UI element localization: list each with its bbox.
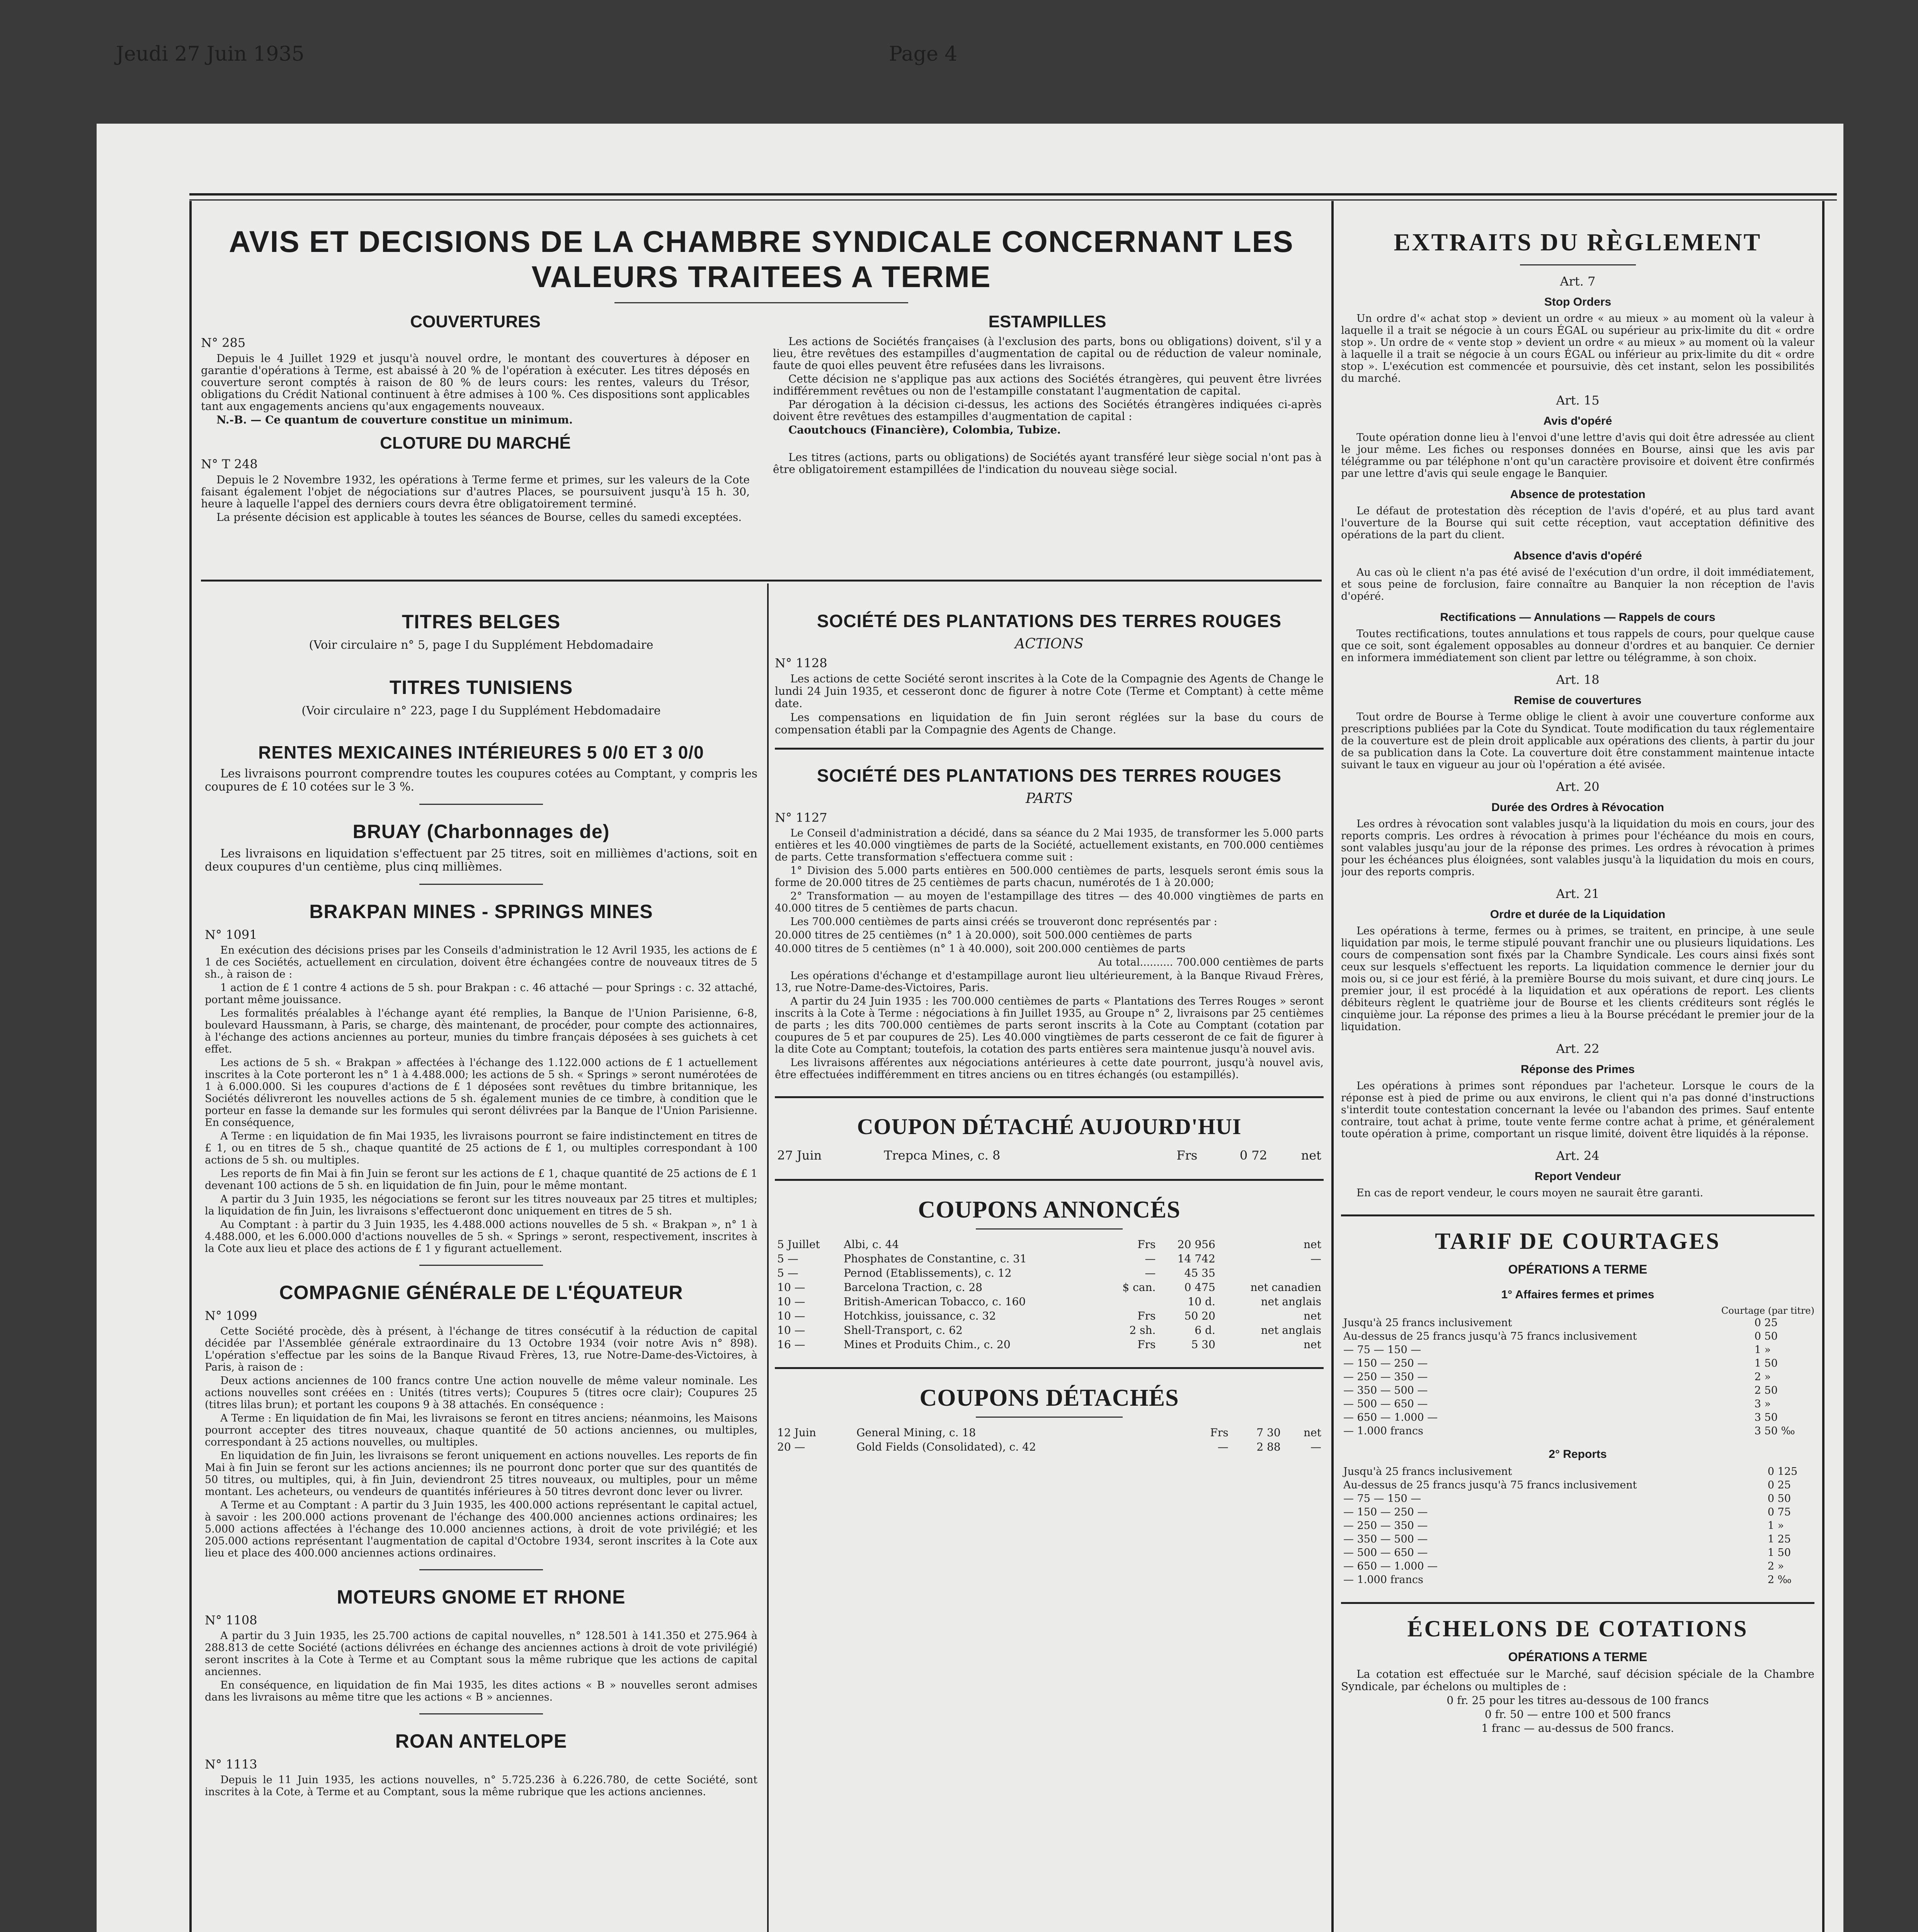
- article-text: Le défaut de protestation dès réception de l'avis d'opéré, et au plus tard avant l'ouverture de la Bourse qui suit cette réception, vaut acceptation définitive des opérations de la part du client.: [1341, 505, 1814, 541]
- coupon-row-cell: Trepca Mines, c. 8: [884, 1148, 1001, 1163]
- coupon-detache-auj-title: COUPON DÉTACHÉ AUJOURD'HUI: [857, 1114, 1242, 1139]
- couvertures-note: N.-B. — Ce quantum de couverture constitue un minimum.: [216, 413, 573, 426]
- titres-tunisiens-text: (Voir circulaire n° 223, page I du Supplément Hebdomadaire: [301, 704, 661, 718]
- coupon-row-cell: —: [1145, 1252, 1156, 1265]
- terres-parts-text-7: Les livraisons afférentes aux négociations antérieures à cette date pourront, jusqu'à nouvel avis, être effectuées indifféremment en titres anciens ou en titres échangés (ou estampillés).: [775, 1057, 1324, 1081]
- rule: [419, 1265, 543, 1266]
- middle-column: [775, 595, 1324, 1932]
- tarif-row-cell: 2 50: [1754, 1384, 1778, 1396]
- tarif-row: [1341, 1370, 1814, 1384]
- article-heading: Stop Orders: [1544, 296, 1612, 308]
- coupon-row-cell: 20 —: [777, 1440, 805, 1453]
- coupon-row-cell: Gold Fields (Consolidated), c. 42: [856, 1440, 1036, 1453]
- section-rule: [201, 580, 1322, 582]
- brakpan-text: En exécution des décisions prises par les Conseils d'administration le 12 Avril 1935, les actions de £ 1 de ces Sociétés, actuellement en circulation, doivent être échangées contre de nouveaux titres de 5 sh., à raison de :: [205, 944, 757, 980]
- tarif-row: [1341, 1478, 1814, 1492]
- coupon-row: [775, 1425, 1324, 1440]
- rule: [419, 804, 543, 805]
- coupon-row-cell: Albi, c. 44: [844, 1238, 899, 1251]
- rule: [419, 1569, 543, 1570]
- coupon-row-cell: 7 30: [1256, 1426, 1281, 1439]
- tarif-row-cell: — 350 — 500 —: [1343, 1384, 1428, 1396]
- tarif-row-cell: — 75 — 150 —: [1343, 1344, 1421, 1356]
- coupon-row-cell: 10 —: [777, 1310, 805, 1322]
- roan-number: N° 1113: [205, 1757, 257, 1772]
- tarif-row-cell: 0 75: [1767, 1506, 1791, 1518]
- article-heading: Durée des Ordres à Révocation: [1491, 801, 1664, 814]
- tarif-row: [1341, 1330, 1814, 1343]
- coupon-row: [775, 1237, 1324, 1252]
- tarif-row-cell: 1 25: [1767, 1533, 1791, 1545]
- terres-parts-text: Le Conseil d'administration a décidé, dans sa séance du 2 Mai 1935, de transformer les 5.000 parts entières et les 40.000 vingtièmes de parts de la Société, actuellement existants, en 700.000 centièmes de parts. Cette transformation s'effectuera comme suit :: [775, 827, 1324, 863]
- tarif-row-cell: — 350 — 500 —: [1343, 1533, 1428, 1545]
- coupon-row-cell: Frs: [1137, 1310, 1156, 1322]
- coupon-row-cell: [1105, 1294, 1158, 1309]
- header-page-number: Page 4: [889, 43, 958, 66]
- coupon-row-cell: Frs: [1137, 1238, 1156, 1251]
- rule: [775, 1367, 1324, 1369]
- coupon-row-cell: Frs: [1137, 1338, 1156, 1351]
- column-divider-right: [1331, 201, 1334, 1932]
- brakpan-number: N° 1091: [205, 927, 257, 942]
- equateur-text-2: Deux actions anciennes de 100 francs contre Une action nouvelle de même valeur nominale. Les actions nouvelles sont créées en : Unités (titres verts); Coupures 5 (titres ocre clair); Coupures 25 (titres lilas brun); et portant les coupons 9 à 38 attachés. En conséquence :: [205, 1375, 757, 1411]
- echelons-sub: OPÉRATIONS A TERME: [1508, 1650, 1647, 1664]
- right-column: [1341, 216, 1814, 1932]
- article-text: Toutes rectifications, toutes annulations et tous rappels de cours, pour quelque cause que ce soit, sont également opposables au donneur d'ordres et au banquier. Ce dernier en informera immédiatement son client par lettre ou télégramme, à son choix.: [1341, 628, 1814, 664]
- coupon-row-cell: —: [1145, 1267, 1156, 1279]
- brakpan-text-5: Les reports de fin Mai à fin Juin se feront sur les actions de £ 1, chaque quantité de 25 actions de £ 1 devenant 100 actions de 5 sh. en liquidation de fin Juin, pour le même montant.: [205, 1168, 757, 1192]
- estampilles-block: [773, 305, 1322, 477]
- rule: [1520, 264, 1636, 265]
- terres-parts-text-4: Les 700.000 centièmes de parts ainsi créés se trouveront donc représentés par :: [790, 916, 1217, 928]
- main-title: AVIS ET DECISIONS DE LA CHAMBRE SYNDICALE CONCERNANT LES VALEURS TRAITEES A TERME: [229, 224, 1294, 294]
- terres-actions-text: Les actions de cette Société seront inscrites à la Cote de la Compagnie des Agents de Change le lundi 24 Juin 1935, et cesseront donc de figurer à notre Cote (Terme et Comptant) à cette même date.: [775, 672, 1324, 710]
- coupon-row-cell: $ can.: [1122, 1281, 1156, 1294]
- terres-parts-line-2: 40.000 titres de 5 centièmes (n° 1 à 40.000), soit 200.000 centièmes de parts: [775, 943, 1186, 955]
- coupon-row: [775, 1147, 1324, 1163]
- coupon-row-cell: Mines et Produits Chim., c. 20: [844, 1338, 1011, 1351]
- tarif-row-cell: Au-dessus de 25 francs jusqu'à 75 francs inclusivement: [1343, 1479, 1637, 1491]
- equateur-text-4: En liquidation de fin Juin, les livraisons se feront uniquement en actions nouvelles. Les reports de fin Mai à fin Juin se feront sur les actions anciennes; ils ne pourront donc porter que sur des quantités de 50 titres, ou multiples, qui, à fin Juin, deviendront 25 titres nouveaux, ou multiples, pour un même montant. Les acheteurs, ou vendeurs de quantités inférieures à 50 titres devront donc lever ou livrer.: [205, 1450, 757, 1498]
- equateur-number: N° 1099: [205, 1308, 257, 1323]
- article-heading: Absence de protestation: [1510, 488, 1646, 501]
- tarif-row: [1341, 1384, 1814, 1397]
- tarif-row: [1341, 1519, 1814, 1532]
- coupon-row-cell: Pernod (Etablissements), c. 12: [844, 1267, 1012, 1279]
- brakpan-title: BRAKPAN MINES - SPRINGS MINES: [309, 901, 653, 922]
- estampilles-text-2: Cette décision ne s'applique pas aux actions des Sociétés étrangères, qui peuvent être livrées indifféremment revêtues ou non de l'estampille constatant l'augmentation de capital.: [773, 372, 1322, 397]
- article-heading: Avis d'opéré: [1543, 415, 1612, 427]
- tarif-row-cell: 2 »: [1754, 1371, 1771, 1383]
- coupon-row-cell: 5 Juillet: [777, 1238, 820, 1251]
- coupon-row-cell: 10 —: [777, 1295, 805, 1308]
- coupons-annonces-title: COUPONS ANNONCÉS: [918, 1197, 1181, 1223]
- bruay-title: BRUAY (Charbonnages de): [352, 821, 610, 842]
- coupon-row-cell: net: [1304, 1338, 1321, 1351]
- rule: [419, 884, 543, 885]
- rentes-title: RENTES MEXICAINES INTÉRIEURES 5 0/0 ET 3 0/0: [258, 742, 704, 762]
- coupon-row-cell: —: [1310, 1440, 1321, 1453]
- coupon-row: [775, 1294, 1324, 1309]
- coupons-annonces-table: [775, 1237, 1324, 1352]
- coupon-row-cell: net anglais: [1261, 1324, 1321, 1337]
- coupon-row-cell: Frs: [1176, 1148, 1198, 1163]
- tarif-row-cell: — 150 — 250 —: [1343, 1506, 1428, 1518]
- article-text: Tout ordre de Bourse à Terme oblige le client à avoir une couverture conforme aux prescriptions publiées par la Cote du Syndicat. Toute modification du taux réglementaire de la couverture est de plein droit applicable aux opérations des clients, à partir du jour de sa publication dans la Cote. La couverture doit être constamment maintenue intacte suivant le taux en vigueur au jour où l'opération a été avisée.: [1341, 711, 1814, 771]
- left-border: [189, 201, 192, 1932]
- terres-parts-number: N° 1127: [775, 810, 827, 825]
- coupon-row-cell: 10 d.: [1188, 1295, 1215, 1308]
- coupon-row-cell: Phosphates de Constantine, c. 31: [844, 1252, 1027, 1265]
- tarif-sub: OPÉRATIONS A TERME: [1508, 1262, 1647, 1276]
- coupon-row-cell: Hotchkiss, jouissance, c. 32: [844, 1310, 996, 1322]
- page-header: [116, 43, 1802, 73]
- coupon-row: [775, 1440, 1324, 1454]
- rule: [976, 1417, 1123, 1418]
- moteurs-text-2: En conséquence, en liquidation de fin Mai 1935, les dites actions « B » nouvelles seront admises dans les livraisons au même titre que les actions « B » anciennes.: [205, 1679, 757, 1703]
- titres-belges-title: TITRES BELGES: [402, 611, 561, 633]
- tarif-row-cell: — 1.000 francs: [1343, 1425, 1423, 1437]
- tarif-row-cell: — 75 — 150 —: [1343, 1493, 1421, 1505]
- article-heading: Rectifications — Annulations — Rappels de cours: [1440, 611, 1715, 624]
- coupon-row-cell: 10 —: [777, 1281, 805, 1294]
- roan-title: ROAN ANTELOPE: [395, 1730, 567, 1752]
- terres-parts-text-2: 1° Division des 5.000 parts entières en 500.000 centièmes de parts, lesquels seront émis sous la forme de 20.000 titres de 25 centièmes de parts chacun, numérotés de 1 à 20.000;: [775, 865, 1324, 889]
- tarif-row-cell: 0 50: [1754, 1330, 1778, 1342]
- title-rule: [614, 302, 908, 303]
- tarif-row: [1341, 1465, 1814, 1478]
- article-text: Au cas où le client n'a pas été avisé de l'exécution d'un ordre, il doit immédiatement, et sous peine de forclusion, faire connaître au Banquier la non réception de l'avis d'opéré.: [1341, 566, 1814, 602]
- tarif-row: [1341, 1357, 1814, 1370]
- coupon-row-cell: net canadien: [1250, 1281, 1321, 1294]
- coupon-row: [775, 1337, 1324, 1352]
- tarif-row-cell: — 250 — 350 —: [1343, 1371, 1428, 1383]
- rentes-text: Les livraisons pourront comprendre toutes les coupures cotées au Comptant, y compris les coupures de £ 10 cotées sur le 3 %.: [205, 767, 757, 794]
- terres-actions-title: SOCIÉTÉ DES PLANTATIONS DES TERRES ROUGES: [817, 611, 1282, 631]
- tarif-row: [1341, 1560, 1814, 1573]
- article-text: Toute opération donne lieu à l'envoi d'une lettre d'avis qui doit être adressée au client le jour même. Les fiches ou responses données en Bourse, ainsi que les avis par télégramme ou par téléphone n'ont qu'un caractère provisoire et doivent être confirmés par une lettre d'avis qui seule engage le Banquier.: [1341, 432, 1814, 480]
- rule: [775, 1096, 1324, 1098]
- tarif-row-cell: — 650 — 1.000 —: [1343, 1560, 1438, 1572]
- coupon-row-cell: 2 88: [1256, 1440, 1281, 1453]
- echelons-title: ÉCHELONS DE COTATIONS: [1407, 1616, 1748, 1641]
- rule: [1341, 1602, 1814, 1604]
- tarif-row-cell: — 500 — 650 —: [1343, 1547, 1428, 1559]
- terres-parts-sub: PARTS: [1025, 791, 1073, 806]
- coupon-detache-auj-table: [775, 1147, 1324, 1163]
- coupon-row: [775, 1252, 1324, 1266]
- moteurs-number: N° 1108: [205, 1613, 257, 1628]
- tarif-row-cell: 3 50 ‰: [1754, 1425, 1795, 1437]
- coupon-row-cell: 6 d.: [1195, 1324, 1215, 1337]
- tarif-row: [1341, 1492, 1814, 1505]
- extraits-list: [1341, 274, 1814, 1199]
- tarif-col-head: Courtage (par titre): [1721, 1305, 1814, 1316]
- terres-parts-text-3: 2° Transformation — au moyen de l'estampillage des titres — des 40.000 vingtièmes de parts en 40.000 titres de 5 centièmes de parts chacun.: [775, 890, 1324, 914]
- coupon-row-cell: —: [1310, 1252, 1321, 1265]
- estampilles-text-4: Les titres (actions, parts ou obligations) de Sociétés ayant transféré leur siège social n'ont pas à être obligatoirement estampillées de l'indication du nouveau siège social.: [773, 451, 1322, 476]
- coupons-detaches-table: [775, 1425, 1324, 1454]
- moteurs-text: A partir du 3 Juin 1935, les 25.700 actions de capital nouvelles, n° 128.501 à 141.350 et 275.964 à 288.813 de cette Société (actions délivrées en échange des anciennes actions à droit de vote privilégié) seront inscrites à la Cote à Terme et au Comptant sous la même rubrique que les actions de capital anciennes.: [205, 1630, 757, 1678]
- tarif-row-cell: Jusqu'à 25 francs inclusivement: [1343, 1466, 1512, 1478]
- cloture-text: Depuis le 2 Novembre 1932, les opérations à Terme ferme et primes, sur les valeurs de la Cote faisant également l'objet de négociations sur d'autres Places, se poursuivent jusqu'à 15 h. 30, heure à laquelle l'appel des derniers cours devra être obligatoirement terminé.: [201, 473, 750, 510]
- article-number: Art. 22: [1556, 1041, 1600, 1056]
- tarif-row-cell: Au-dessus de 25 francs jusqu'à 75 francs inclusivement: [1343, 1330, 1637, 1342]
- coupon-row-cell: 5 —: [777, 1267, 798, 1279]
- moteurs-title: MOTEURS GNOME ET RHONE: [337, 1586, 626, 1608]
- coupon-row-cell: —: [1217, 1440, 1229, 1453]
- article-number: Art. 24: [1556, 1148, 1600, 1163]
- coupon-row-cell: 12 Juin: [777, 1426, 816, 1439]
- coupon-row-cell: 0 72: [1239, 1148, 1268, 1163]
- article-number: Art. 7: [1560, 274, 1596, 289]
- article-number: Art. 20: [1556, 779, 1600, 794]
- tarif-row: [1341, 1505, 1814, 1519]
- couvertures-block: [201, 305, 750, 525]
- tarif-row-cell: — 150 — 250 —: [1343, 1357, 1428, 1369]
- equateur-text: Cette Société procède, dès à présent, à l'échange de titres consécutif à la réduction de capital décidée par l'Assemblée générale extraordinaire du 13 Octobre 1934 (voir notre Avis n° 898). L'opération s'effectue par les soins de la Banque Rivaud Frères, 13, rue Notre-Dame-des-Victoires, à Paris, à raison de :: [205, 1325, 757, 1373]
- coupon-row-cell: 50 20: [1184, 1310, 1215, 1322]
- coupon-row: [775, 1323, 1324, 1337]
- tarif-row-cell: 3 50: [1754, 1412, 1778, 1423]
- coupon-row-cell: Shell-Transport, c. 62: [844, 1324, 963, 1337]
- tarif-row-cell: 0 25: [1754, 1317, 1778, 1329]
- equateur-title: COMPAGNIE GÉNÉRALE DE L'ÉQUATEUR: [279, 1282, 683, 1303]
- terres-parts-text-5: Les opérations d'échange et d'estampillage auront lieu ultérieurement, à la Banque Rivaud Frères, 13, rue Notre-Dame-des-Victoires, Paris.: [775, 970, 1324, 994]
- rule: [775, 748, 1324, 750]
- tarif-table-2: [1341, 1465, 1814, 1587]
- tarif-title: TARIF DE COURTAGES: [1435, 1228, 1721, 1254]
- coupon-row-cell: 0 475: [1184, 1281, 1215, 1294]
- tarif-row: [1341, 1397, 1814, 1411]
- article-text: Un ordre d'« achat stop » devient un ordre « au mieux » au moment où la valeur à laquelle il a trait se négocie à un cours ÉGAL ou supérieur au prix-limite du dit « ordre stop ». Un ordre de « vente stop » devient un ordre « au mieux » au moment où la valeur à laquelle il a trait se négocie à un cours ÉGAL ou inférieur au prix-limite du dit « ordre stop ». L'exécution est commencée et poursuivie, dès cet instant, selon les possibilités du marché.: [1341, 313, 1814, 384]
- coupon-row: [775, 1309, 1324, 1323]
- header-date: Jeudi 27 Juin 1935: [116, 43, 305, 66]
- coupon-row-cell: net: [1304, 1238, 1321, 1251]
- coupon-row-cell: 20 956: [1177, 1238, 1215, 1251]
- coupon-row-cell: Barcelona Traction, c. 28: [844, 1281, 982, 1294]
- tarif-row-cell: 0 125: [1767, 1466, 1798, 1478]
- coupon-row-cell: 27 Juin: [777, 1148, 822, 1163]
- equateur-text-3: A Terme : En liquidation de fin Mai, les livraisons se feront en titres anciens; néanmoins, les Maisons pourront accepter des titres nouveaux, chaque quantité de 50 actions anciennes, ou multiples, correspondant à 25 actions nouvelles, ou multiples.: [205, 1412, 757, 1448]
- column-divider-middle: [767, 583, 769, 1932]
- coupon-row-cell: 5 30: [1191, 1338, 1215, 1351]
- coupon-row-cell: 5 —: [777, 1252, 798, 1265]
- left-column: [205, 595, 757, 1932]
- top-rule: [189, 193, 1837, 201]
- coupon-row-cell: net: [1304, 1426, 1321, 1439]
- estampilles-title: ESTAMPILLES: [988, 312, 1106, 331]
- echelons-line-1: 0 fr. 25 pour les titres au-dessous de 100 francs: [1447, 1694, 1709, 1707]
- tarif-row-cell: — 500 — 650 —: [1343, 1398, 1428, 1410]
- coupon-row-cell: net: [1304, 1310, 1321, 1322]
- tarif-table-1: [1341, 1316, 1814, 1438]
- tarif-row-cell: 1 »: [1767, 1520, 1784, 1532]
- article-number: Art. 18: [1556, 672, 1600, 687]
- brakpan-text-7: Au Comptant : à partir du 3 Juin 1935, les 4.488.000 actions nouvelles de 5 sh. « Brakpan », n° 1 à 4.488.000, et les 6.000.000 d'actions nouvelles de 5 sh. « Springs » seront, respectivement, inscrites à la Cote aux lieu et place des actions de £ 1 y figurant actuellement.: [205, 1219, 757, 1255]
- tarif-row-cell: 0 25: [1767, 1479, 1791, 1491]
- coupon-row-cell: net anglais: [1261, 1295, 1321, 1308]
- titres-belges-text: (Voir circulaire n° 5, page I du Supplément Hebdomadaire: [309, 638, 654, 652]
- tarif-row-cell: 2 »: [1767, 1560, 1784, 1572]
- coupon-row-cell: net: [1301, 1148, 1321, 1163]
- coupon-row-cell: 14 742: [1177, 1252, 1215, 1265]
- rule: [419, 1713, 543, 1714]
- article-heading: Absence d'avis d'opéré: [1513, 549, 1642, 562]
- tarif-row: [1341, 1316, 1814, 1330]
- tarif-row-cell: Jusqu'à 25 francs inclusivement: [1343, 1317, 1512, 1329]
- estampilles-text-3: Par dérogation à la décision ci-dessus, les actions des Sociétés étrangères indiquées ci-après doivent être revêtues des estampilles d'augmentation de capital :: [773, 398, 1322, 423]
- cloture-text-2: La présente décision est applicable à toutes les séances de Bourse, celles du samedi exceptées.: [216, 511, 742, 524]
- estampilles-text: Les actions de Sociétés françaises (à l'exclusion des parts, bons ou obligations) doivent, s'il y a lieu, être revêtues des estampilles d'augmentation de capital ou de réduction de valeur nominale, faute de quoi elles peuvent être refusées dans les livraisons.: [773, 335, 1322, 372]
- coupon-row-cell: 16 —: [777, 1338, 805, 1351]
- titres-tunisiens-title: TITRES TUNISIENS: [389, 677, 573, 698]
- brakpan-text-4: A Terme : en liquidation de fin Mai 1935, les livraisons pourront se faire indistinctement en titres de £ 1, ou en titres de 5 sh., chaque quantité de 25 actions de £ 1, ou multiples correspondant à 100 actions de 5 sh. ou multiples.: [205, 1130, 757, 1166]
- tarif-row-cell: 2 ‰: [1767, 1574, 1792, 1586]
- terres-actions-number: N° 1128: [775, 656, 827, 670]
- brakpan-text-6: A partir du 3 Juin 1935, les négociations se feront sur les titres nouveaux par 25 titres et multiples; la liquidation de fin Juin, les livraisons s'effectueront donc uniquement en titres de 5 sh.: [205, 1193, 757, 1217]
- coupon-row-cell: Frs: [1210, 1426, 1229, 1439]
- echelons-line-3: 1 franc — au-dessus de 500 francs.: [1481, 1722, 1674, 1735]
- cloture-number: N° T 248: [201, 457, 258, 471]
- article-text: Les opérations à primes sont répondues par l'acheteur. Lorsque le cours de la réponse est à pied de prime ou aux environs, le client qui n'a pas donné d'instructions s'interdit toute contestation concernant la levée ou l'abandon des primes. Sauf entente contraire, tout achat à prime, toute vente ferme contre achat à prime, et généralement toute opération à prime, comportant un risque limité, doivent être liquidés à la réponse.: [1341, 1080, 1814, 1140]
- article-text: Les ordres à révocation sont valables jusqu'à la liquidation du mois en cours, jour des reports compris. Les ordres à révocation à primes pour l'échéance du mois en cours, sont valables jusqu'au jour de la réponse des primes. Les ordres à révocation à primes pour les échéances plus éloignées, sont valables jusqu'à la liquidation du mois en cours, jour des reports compris.: [1341, 818, 1814, 878]
- coupon-row-cell: 10 —: [777, 1324, 805, 1337]
- bruay-text: Les livraisons en liquidation s'effectuent par 25 titres, soit en millièmes d'actions, soit en deux coupures d'un centième, plus cinq millièmes.: [205, 847, 757, 874]
- rule: [775, 1179, 1324, 1181]
- tarif-row-cell: 1 50: [1767, 1547, 1791, 1559]
- right-border: [1822, 201, 1824, 1932]
- coupon-row-cell: 45 35: [1184, 1267, 1215, 1279]
- tarif-section-2: 2° Reports: [1549, 1448, 1607, 1461]
- coupon-row-cell: General Mining, c. 18: [856, 1426, 976, 1439]
- tarif-row: [1341, 1424, 1814, 1438]
- echelons-line-2: 0 fr. 50 — entre 100 et 500 francs: [1484, 1708, 1671, 1721]
- extraits-title: EXTRAITS DU RÈGLEMENT: [1394, 228, 1762, 256]
- terres-parts-total: Au total.......... 700.000 centièmes de parts: [1098, 956, 1324, 968]
- article-number: Art. 15: [1556, 393, 1600, 408]
- tarif-row: [1341, 1411, 1814, 1424]
- terres-actions-sub: ACTIONS: [1015, 636, 1084, 652]
- tarif-section-1: 1° Affaires fermes et primes: [1501, 1288, 1654, 1301]
- article-heading: Ordre et durée de la Liquidation: [1490, 908, 1666, 921]
- coupon-row-cell: [1218, 1266, 1324, 1280]
- article-number: Art. 21: [1556, 886, 1600, 901]
- terres-parts-text-6: A partir du 24 Juin 1935 : les 700.000 centièmes de parts « Plantations des Terres Rouges » seront inscrits à la Cote à Terme : négociations à fin Juillet 1935, au Groupe n° 2, livraisons par 25 centièmes de parts ; les dits 700.000 centièmes de parts seront inscrits à la Cote au Comptant (cotation par coupures de 5 et par coupures de 25). Les 40.000 vingtièmes de parts cesseront de ce fait de figurer à la dite Cote au Comptant; toutefois, la cotation des parts entières sera maintenue jusqu'à nouvel avis.: [775, 995, 1324, 1055]
- tarif-row-cell: — 650 — 1.000 —: [1343, 1412, 1438, 1423]
- coupon-row: [775, 1280, 1324, 1294]
- tarif-row-cell: — 1.000 francs: [1343, 1574, 1423, 1586]
- equateur-text-5: A Terme et au Comptant : A partir du 3 Juin 1935, les 400.000 actions représentant le capital actuel, à savoir : les 200.000 actions provenant de l'échange des 400.000 anciennes actions ordinaires; les 5.000 actions affectées à l'échange des 10.000 anciennes actions, à droit de vote privilégié; et les 205.000 actions représentant l'augmentation de capital d'Octobre 1934, seront inscrites à la Cote aux lieu et place des 400.000 anciennes actions ordinaires.: [205, 1499, 757, 1559]
- tarif-row-cell: 3 »: [1754, 1398, 1771, 1410]
- estampilles-list: Caoutchoucs (Financière), Colombia, Tubize.: [788, 423, 1061, 436]
- article-text: En cas de report vendeur, le cours moyen ne saurait être garanti.: [1356, 1187, 1704, 1199]
- couvertures-text: Depuis le 4 Juillet 1929 et jusqu'à nouvel ordre, le montant des couvertures à déposer en garantie d'opérations à Terme, est abaissé à 20 % de l'opération à exécuter. Les titres déposés en couverture seront comptés à raison de 80 % de leurs cours: les rentes, valeurs du Trésor, obligations du Crédit National continuent à être admises à 100 %. Ces dispositions sont applicables tant aux engagements anciens qu'aux engagements nouveaux.: [201, 352, 750, 413]
- terres-actions-text-2: Les compensations en liquidation de fin Juin seront réglées sur la base du cours de compensation établi par la Compagnie des Agents de Change.: [775, 711, 1324, 736]
- rule: [976, 1228, 1123, 1230]
- tarif-row-cell: 0 50: [1767, 1493, 1791, 1505]
- couvertures-title: COUVERTURES: [410, 312, 541, 331]
- brakpan-text-2: Les formalités préalables à l'échange ayant été remplies, la Banque de l'Union Parisienne, 6-8, boulevard Haussmann, à Paris, se charge, dès maintenant, de procéder, pour compte des actionnaires, à l'échange des actions anciennes au porteur, munies du timbre français déposées à ses guichets à cet effet.: [205, 1007, 757, 1055]
- couvertures-number: N° 285: [201, 335, 246, 350]
- article-heading: Report Vendeur: [1534, 1170, 1621, 1183]
- article-heading: Remise de couvertures: [1514, 694, 1642, 707]
- tarif-row: [1341, 1573, 1814, 1587]
- echelons-text: La cotation est effectuée sur le Marché, sauf décision spéciale de la Chambre Syndicale, par échelons ou multiples de :: [1341, 1668, 1814, 1693]
- terres-parts-line-1: 20.000 titres de 25 centièmes (n° 1 à 20.000), soit 500.000 centièmes de parts: [775, 929, 1192, 941]
- tarif-row: [1341, 1532, 1814, 1546]
- cloture-title: CLOTURE DU MARCHÉ: [380, 434, 571, 452]
- tarif-row: [1341, 1343, 1814, 1357]
- article-text: Les opérations à terme, fermes ou à primes, se traitent, en principe, à une seule liquidation par mois, le terme stipulé pouvant franchir une ou plusieurs liquidations. Les cours de compensation sont fixés par la Chambre Syndicale. Les cours ainsi fixés sont ceux sur lesquels s'effectuent les reports. La liquidation commence le dernier jour du mois ou, si ce jour est férié, à la première Bourse du mois suivant, et dure cinq jours. Le premier jour, il est procédé à la liquidation et aux opérations de report. Les clients débiteurs règlent le quatrième jour de Bourse et les clients créditeurs sont réglés le cinquième jour. La réponse des primes a lieu à la Bourse précédant le premier jour de la liquidation.: [1341, 925, 1814, 1033]
- terres-parts-title: SOCIÉTÉ DES PLANTATIONS DES TERRES ROUGES: [817, 765, 1282, 786]
- main-section: [201, 216, 1322, 580]
- coupon-row-cell: British-American Tobacco, c. 160: [844, 1295, 1026, 1308]
- roan-text: Depuis le 11 Juin 1935, les actions nouvelles, n° 5.725.236 à 6.226.780, de cette Société, sont inscrites à la Cote, à Terme et au Comptant, sous la même rubrique que les actions anciennes.: [205, 1774, 757, 1798]
- tarif-row-cell: 1 »: [1754, 1344, 1771, 1356]
- rule: [1341, 1214, 1814, 1216]
- article-heading: Réponse des Primes: [1520, 1063, 1635, 1076]
- tarif-row-cell: — 250 — 350 —: [1343, 1520, 1428, 1532]
- tarif-row: [1341, 1546, 1814, 1560]
- tarif-row-cell: 1 50: [1754, 1357, 1778, 1369]
- coupons-detaches-title: COUPONS DÉTACHÉS: [919, 1385, 1179, 1411]
- brakpan-ratio: 1 action de £ 1 contre 4 actions de 5 sh. pour Brakpan : c. 46 attaché — pour Springs : c. 32 attaché, portant même jouissance.: [205, 982, 757, 1006]
- brakpan-text-3: Les actions de 5 sh. « Brakpan » affectées à l'échange des 1.122.000 actions de £ 1 actuellement inscrites à la Cote porteront les n° 1 à 4.488.000; les actions de 5 sh. « Springs » seront numérotées de 1 à 6.000.000. Si les coupures d'actions de £ 1 déposées sont revêtues du timbre britannique, les Sociétés délivreront les nouvelles actions de 5 sh. également munies de ce timbre, à condition que le porteur en fasse la demande sur les formules qui seront délivrées par la Banque de l'Union Parisienne. En conséquence,: [205, 1057, 757, 1129]
- coupon-row-cell: 2 sh.: [1129, 1324, 1156, 1337]
- coupon-row: [775, 1266, 1324, 1280]
